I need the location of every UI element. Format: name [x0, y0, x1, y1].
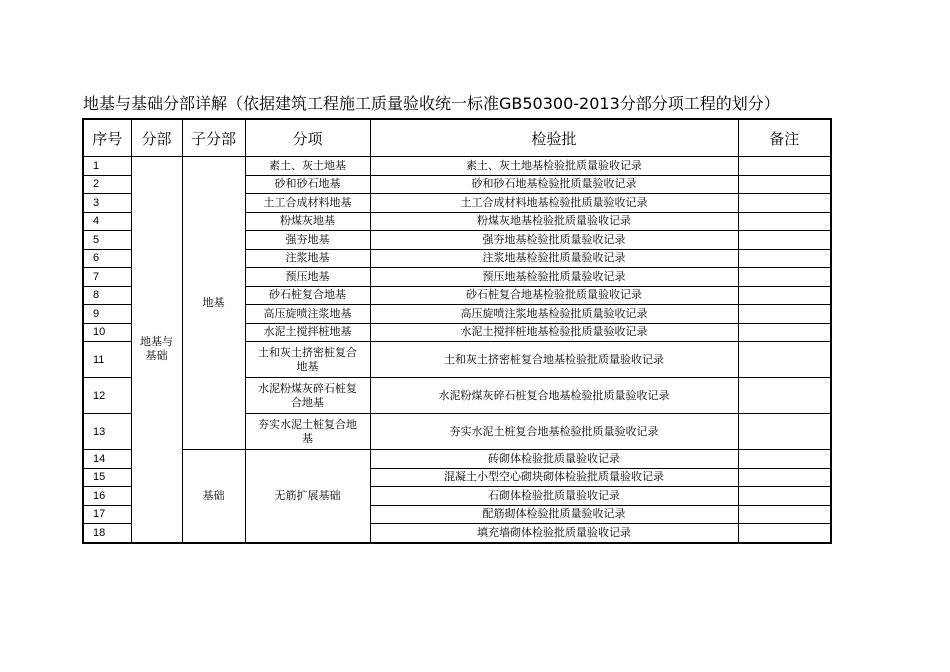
batch-cell: 预压地基检验批质量验收记录: [370, 268, 738, 287]
remark-cell: [738, 286, 831, 305]
row-index: 9: [83, 305, 131, 324]
item-cell: 砂石桩复合地基: [245, 286, 370, 305]
table-row: [83, 157, 831, 176]
batch-cell: 砂和砂石地基检验批质量验收记录: [370, 175, 738, 194]
row-index: 10: [83, 323, 131, 342]
row-index: 15: [83, 468, 131, 487]
remark-cell: [738, 342, 831, 378]
header-index: 序号: [83, 119, 131, 157]
header-remark: 备注: [738, 119, 831, 157]
item-cell-foundation: 无筋扩展基础: [245, 450, 370, 543]
row-index: 1: [83, 157, 131, 176]
row-index: 17: [83, 505, 131, 524]
batch-cell: 粉煤灰地基检验批质量验收记录: [370, 212, 738, 231]
batch-cell: 注浆地基检验批质量验收记录: [370, 249, 738, 268]
row-index: 16: [83, 487, 131, 506]
remark-cell: [738, 249, 831, 268]
row-index: 3: [83, 194, 131, 213]
row-index: 6: [83, 249, 131, 268]
item-cell: 注浆地基: [245, 249, 370, 268]
batch-cell: 水泥粉煤灰碎石桩复合地基检验批质量验收记录: [370, 378, 738, 414]
remark-cell: [738, 194, 831, 213]
item-cell: 素土、灰土地基: [245, 157, 370, 176]
remark-cell: [738, 378, 831, 414]
batch-cell: 砂石桩复合地基检验批质量验收记录: [370, 286, 738, 305]
remark-cell: [738, 305, 831, 324]
remark-cell: [738, 268, 831, 287]
batch-cell: 土工合成材料地基检验批质量验收记录: [370, 194, 738, 213]
remark-cell: [738, 212, 831, 231]
row-index: 11: [83, 342, 131, 378]
item-cell: 砂和砂石地基: [245, 175, 370, 194]
subdivision-cell-ground: 地基: [182, 157, 245, 450]
remark-cell: [738, 175, 831, 194]
batch-cell: 夯实水泥土桩复合地基检验批质量验收记录: [370, 414, 738, 450]
row-index: 13: [83, 414, 131, 450]
remark-cell: [738, 468, 831, 487]
row-index: 5: [83, 231, 131, 250]
row-index: 7: [83, 268, 131, 287]
remark-cell: [738, 414, 831, 450]
remark-cell: [738, 487, 831, 506]
row-index: 8: [83, 286, 131, 305]
item-cell: 粉煤灰地基: [245, 212, 370, 231]
batch-cell: 填充墙砌体检验批质量验收记录: [370, 524, 738, 543]
row-index: 18: [83, 524, 131, 543]
division-table: [82, 118, 832, 544]
item-cell: 夯实水泥土桩复合地 基: [245, 414, 370, 450]
batch-cell: 土和灰土挤密桩复合地基检验批质量验收记录: [370, 342, 738, 378]
batch-cell: 高压旋喷注浆地基检验批质量验收记录: [370, 305, 738, 324]
remark-cell: [738, 323, 831, 342]
subdivision-cell-foundation: 基础: [182, 450, 245, 543]
batch-cell: 强夯地基检验批质量验收记录: [370, 231, 738, 250]
row-index: 4: [83, 212, 131, 231]
item-cell: 土和灰土挤密桩复合 地基: [245, 342, 370, 378]
header-subdivision: 子分部: [182, 119, 245, 157]
item-cell: 水泥土搅拌桩地基: [245, 323, 370, 342]
remark-cell: [738, 450, 831, 469]
item-cell: 预压地基: [245, 268, 370, 287]
batch-cell: 水泥土搅拌桩地基检验批质量验收记录: [370, 323, 738, 342]
item-cell: 水泥粉煤灰碎石桩复 合地基: [245, 378, 370, 414]
row-index: 12: [83, 378, 131, 414]
item-cell: 高压旋喷注浆地基: [245, 305, 370, 324]
batch-cell: 砖砌体检验批质量验收记录: [370, 450, 738, 469]
header-division: 分部: [131, 119, 182, 157]
remark-cell: [738, 505, 831, 524]
item-cell: 土工合成材料地基: [245, 194, 370, 213]
remark-cell: [738, 231, 831, 250]
item-cell: 强夯地基: [245, 231, 370, 250]
batch-cell: 配筋砌体检验批质量验收记录: [370, 505, 738, 524]
batch-cell: 混凝土小型空心砌块砌体检验批质量验收记录: [370, 468, 738, 487]
page-title: 地基与基础分部详解（依据建筑工程施工质量验收统一标准GB50300-2013分部分项工程的划分）: [83, 94, 780, 113]
header-row: [83, 119, 831, 157]
table-row: [83, 450, 831, 469]
row-index: 14: [83, 450, 131, 469]
division-cell: 地基与 基础: [131, 157, 182, 543]
batch-cell: 素土、灰土地基检验批质量验收记录: [370, 157, 738, 176]
remark-cell: [738, 524, 831, 543]
header-batch: 检验批: [370, 119, 738, 157]
header-item: 分项: [245, 119, 370, 157]
batch-cell: 石砌体检验批质量验收记录: [370, 487, 738, 506]
remark-cell: [738, 157, 831, 176]
row-index: 2: [83, 175, 131, 194]
